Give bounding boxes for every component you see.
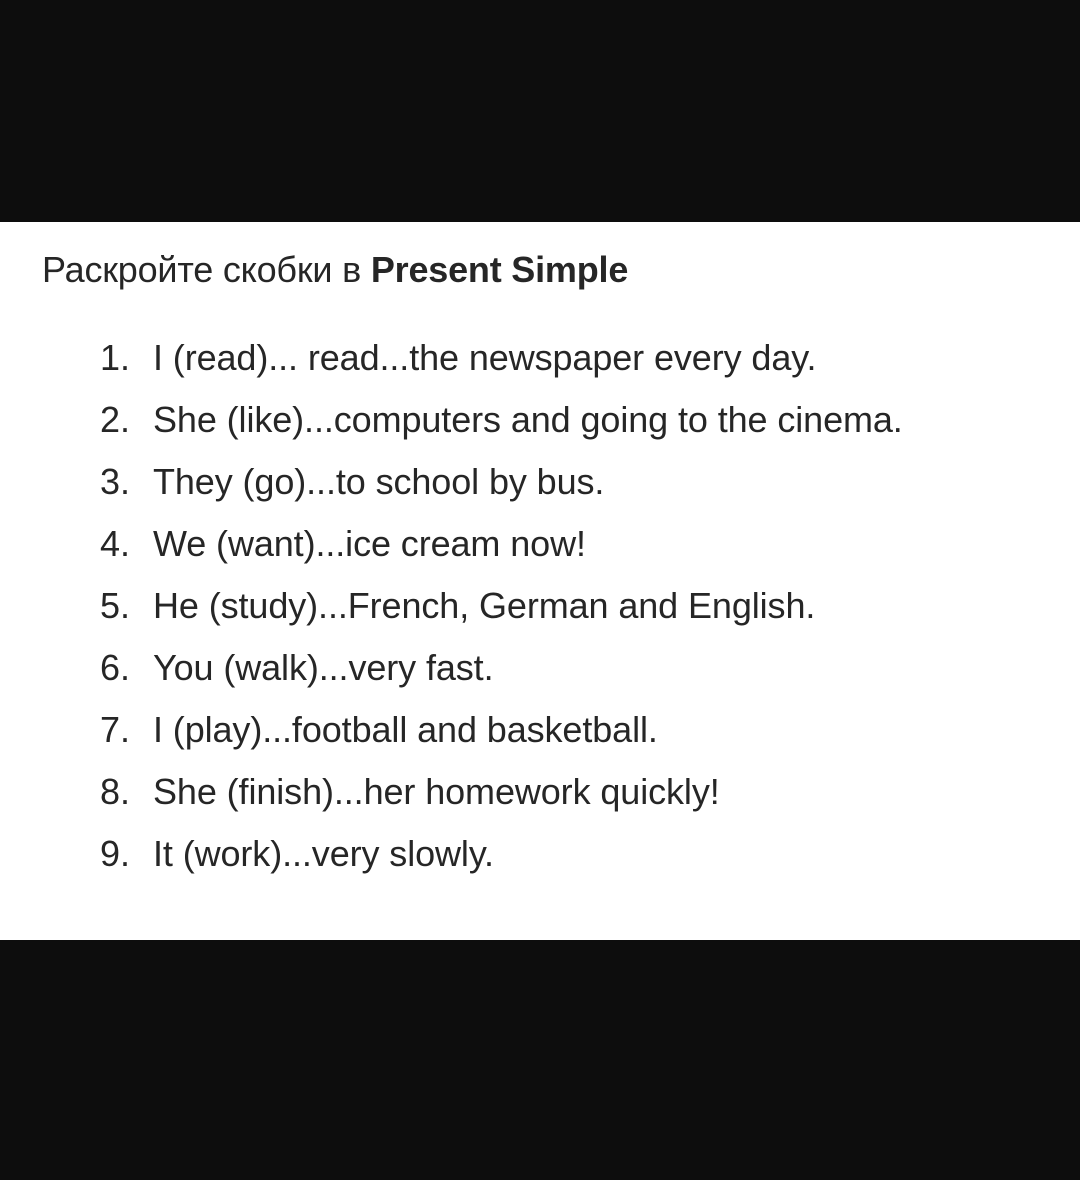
exercise-sheet [0, 222, 1080, 940]
item-number: 6. [100, 647, 131, 688]
item-number: 1. [100, 337, 131, 378]
item-text: He (study)...French, German and English. [153, 585, 816, 626]
item-number: 7. [100, 709, 131, 750]
bottom-black-band [0, 940, 1080, 1180]
item-number: 3. [100, 461, 131, 502]
item-text: I (read)... read...the newspaper every day. [153, 337, 817, 378]
item-text: It (work)...very slowly. [153, 833, 494, 874]
item-text: She (finish)...her homework quickly! [153, 771, 720, 812]
item-text: We (want)...ice cream now! [153, 523, 586, 564]
item-text: You (walk)...very fast. [153, 647, 494, 688]
exercise-title [42, 248, 628, 292]
top-black-band [0, 0, 1080, 222]
item-text: They (go)...to school by bus. [153, 461, 605, 502]
item-text: She (like)...computers and going to the cinema. [153, 399, 903, 440]
item-number: 9. [100, 833, 131, 874]
item-number: 2. [100, 399, 131, 440]
title-emphasis: Present Simple [370, 249, 629, 290]
title-prefix: Раскройте скобки в [42, 249, 371, 290]
item-number: 5. [100, 585, 131, 626]
item-text: I (play)...football and basketball. [153, 709, 658, 750]
item-number: 8. [100, 771, 131, 812]
item-number: 4. [100, 523, 131, 564]
